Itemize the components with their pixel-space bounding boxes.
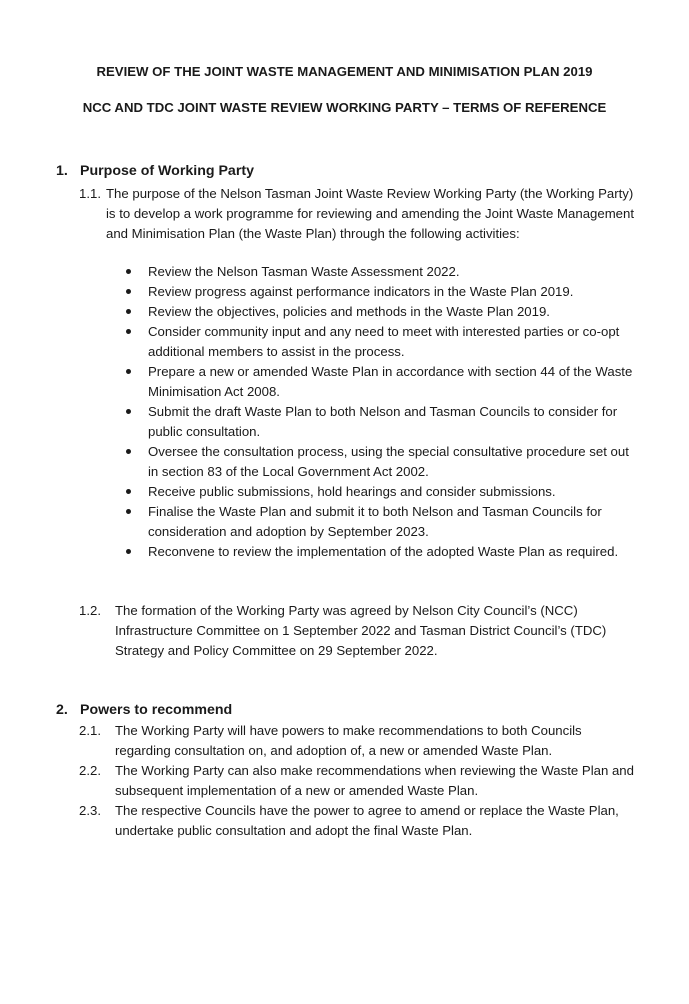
bullet-icon bbox=[126, 409, 131, 414]
paragraph-number: 2.1. bbox=[79, 723, 101, 738]
list-item: Review the Nelson Tasman Waste Assessment 2022. bbox=[126, 262, 636, 282]
bullet-icon bbox=[126, 269, 131, 274]
paragraph-text: The Working Party can also make recommendations when reviewing the Waste Plan and subsequent implementation of a new or amended Waste Plan. bbox=[115, 763, 634, 798]
paragraph-1-2 bbox=[79, 601, 639, 661]
list-item: Consider community input and any need to meet with interested parties or co-opt additional members to assist in the process. bbox=[126, 322, 636, 362]
list-item: Prepare a new or amended Waste Plan in accordance with section 44 of the Waste Minimisation Act 2008. bbox=[126, 362, 636, 402]
bullet-icon bbox=[126, 549, 131, 554]
list-item: Receive public submissions, hold hearings and consider submissions. bbox=[126, 482, 636, 502]
list-item: Reconvene to review the implementation of the adopted Waste Plan as required. bbox=[126, 542, 636, 562]
paragraph-2-2 bbox=[79, 761, 639, 801]
paragraph-number: 1.1. bbox=[79, 186, 101, 201]
list-item: Review the objectives, policies and methods in the Waste Plan 2019. bbox=[126, 302, 636, 322]
document-title: REVIEW OF THE JOINT WASTE MANAGEMENT AND MINIMISATION PLAN 2019 bbox=[96, 64, 593, 79]
document-subtitle: NCC AND TDC JOINT WASTE REVIEW WORKING PARTY – TERMS OF REFERENCE bbox=[82, 100, 607, 115]
paragraph-1-1 bbox=[79, 184, 639, 244]
paragraph-text: The respective Councils have the power to agree to amend or replace the Waste Plan, undertake public consultation and adopt the final Waste Plan. bbox=[115, 803, 619, 838]
activities-list bbox=[126, 262, 636, 562]
paragraph-text: The Working Party will have powers to make recommendations to both Councils regarding consultation on, and adoption of, a new or amended Waste Plan. bbox=[115, 723, 582, 758]
bullet-icon bbox=[126, 489, 131, 494]
section-title: Purpose of Working Party bbox=[80, 163, 254, 179]
paragraph-number: 2.2. bbox=[79, 763, 101, 778]
bullet-icon bbox=[126, 369, 131, 374]
section-heading-powers bbox=[56, 702, 232, 718]
paragraph-2-3 bbox=[79, 801, 639, 841]
section-heading-purpose bbox=[56, 163, 254, 179]
section-number: 1. bbox=[56, 163, 68, 179]
paragraph-number: 1.2. bbox=[79, 603, 101, 618]
list-item: Review progress against performance indicators in the Waste Plan 2019. bbox=[126, 282, 636, 302]
list-item: Oversee the consultation process, using the special consultative procedure set out in section 83 of the Local Government Act 2002. bbox=[126, 442, 636, 482]
paragraph-text: The purpose of the Nelson Tasman Joint Waste Review Working Party (the Working Party) is to develop a work programme for reviewing and amending the Joint Waste Management and Minimisation Plan (the Waste Plan) through the following activities: bbox=[106, 186, 635, 241]
paragraph-text: The formation of the Working Party was agreed by Nelson City Council’s (NCC) Infrastructure Committee on 1 September 2022 and Tasman District Council’s (TDC) Strategy and Policy Committee on 29 September 2022. bbox=[115, 603, 607, 658]
list-item: Submit the draft Waste Plan to both Nelson and Tasman Councils to consider for public consultation. bbox=[126, 402, 636, 442]
bullet-icon bbox=[126, 309, 131, 314]
bullet-icon bbox=[126, 329, 131, 334]
bullet-icon bbox=[126, 509, 131, 514]
bullet-icon bbox=[126, 449, 131, 454]
section-title: Powers to recommend bbox=[80, 702, 233, 718]
paragraph-number: 2.3. bbox=[79, 803, 101, 818]
paragraph-2-1 bbox=[79, 721, 639, 761]
section-number: 2. bbox=[56, 702, 68, 718]
bullet-icon bbox=[126, 289, 131, 294]
list-item: Finalise the Waste Plan and submit it to both Nelson and Tasman Councils for consideration and adoption by September 2023. bbox=[126, 502, 636, 542]
